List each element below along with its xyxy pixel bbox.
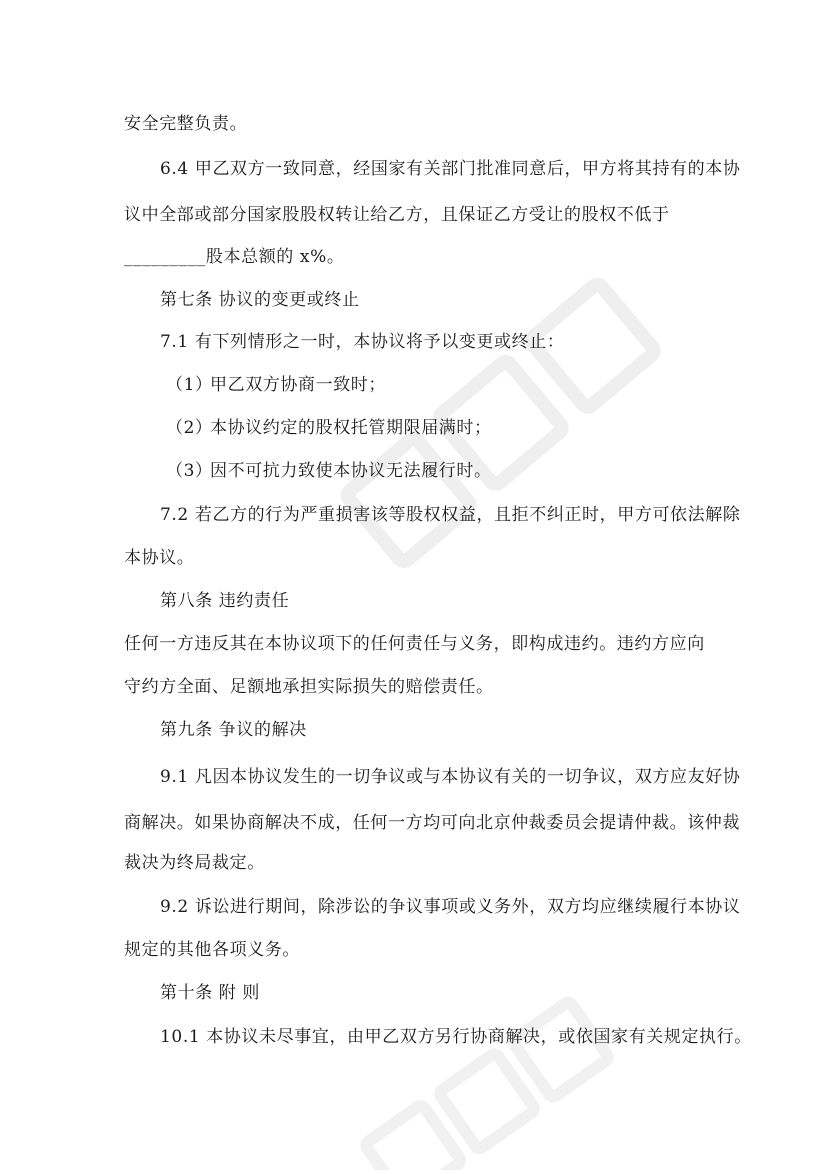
- paragraph-line: 本协议。: [124, 548, 195, 568]
- paragraph-line: 议中全部或部分国家股股权转让给乙方，且保证乙方受让的股权不低于: [124, 205, 670, 225]
- list-item: [166, 373, 386, 397]
- clause-6-4-line: 6.4 甲乙双方一致同意，经国家有关部门批准同意后，甲方将其持有的本协: [160, 159, 741, 179]
- list-item: [166, 459, 492, 483]
- list-item-number: （3）: [166, 461, 213, 481]
- article-10-heading: 第十条 附 则: [160, 983, 261, 1003]
- article-9-heading: 第九条 争议的解决: [160, 720, 307, 740]
- paragraph-line: 裁决为终局裁定。: [124, 853, 265, 873]
- clause-10-1-line: 10.1 本协议未尽事宜，由甲乙双方另行协商解决，或依国家有关规定执行。: [160, 1027, 752, 1047]
- paragraph-line: 安全完整负责。: [124, 114, 248, 134]
- list-item-text: 因不可抗力致使本协议无法履行时。: [210, 461, 492, 481]
- list-item: [166, 416, 492, 440]
- paragraph-line: _________股本总额的 x%。: [124, 247, 345, 267]
- list-item-text: 甲乙双方协商一致时；: [210, 375, 386, 395]
- article-8-heading: 第八条 违约责任: [160, 591, 290, 611]
- clause-7-1-line: 7.1 有下列情形之一时，本协议将予以变更或终止：: [160, 332, 565, 352]
- clause-9-2-line: 9.2 诉讼进行期间，除涉讼的争议事项或义务外，双方均应继续履行本协议: [160, 897, 741, 917]
- article-7-heading: 第七条 协议的变更或终止: [160, 290, 360, 310]
- watermark-graphic-lower: [330, 980, 630, 1170]
- list-item-text: 本协议约定的股权托管期限届满时；: [210, 418, 492, 438]
- clause-9-1-line: 9.1 凡因本协议发生的一切争议或与本协议有关的一切争议，双方应友好协: [160, 767, 741, 787]
- list-item-number: （2）: [166, 418, 213, 438]
- paragraph-line: 守约方全面、足额地承担实际损失的赔偿责任。: [124, 677, 494, 697]
- paragraph-line: 商解决。如果协商解决不成，任何一方均可向北京仲裁委员会提请仲裁。该仲裁: [124, 813, 740, 833]
- paragraph-line: 规定的其他各项义务。: [124, 940, 300, 960]
- clause-7-2-line: 7.2 若乙方的行为严重损害该等股权权益，且拒不纠正时，甲方可依法解除: [160, 505, 741, 525]
- list-item-number: （1）: [166, 375, 213, 395]
- paragraph-line: 任何一方违反其在本协议项下的任何责任与义务，即构成违约。违约方应向: [124, 634, 705, 654]
